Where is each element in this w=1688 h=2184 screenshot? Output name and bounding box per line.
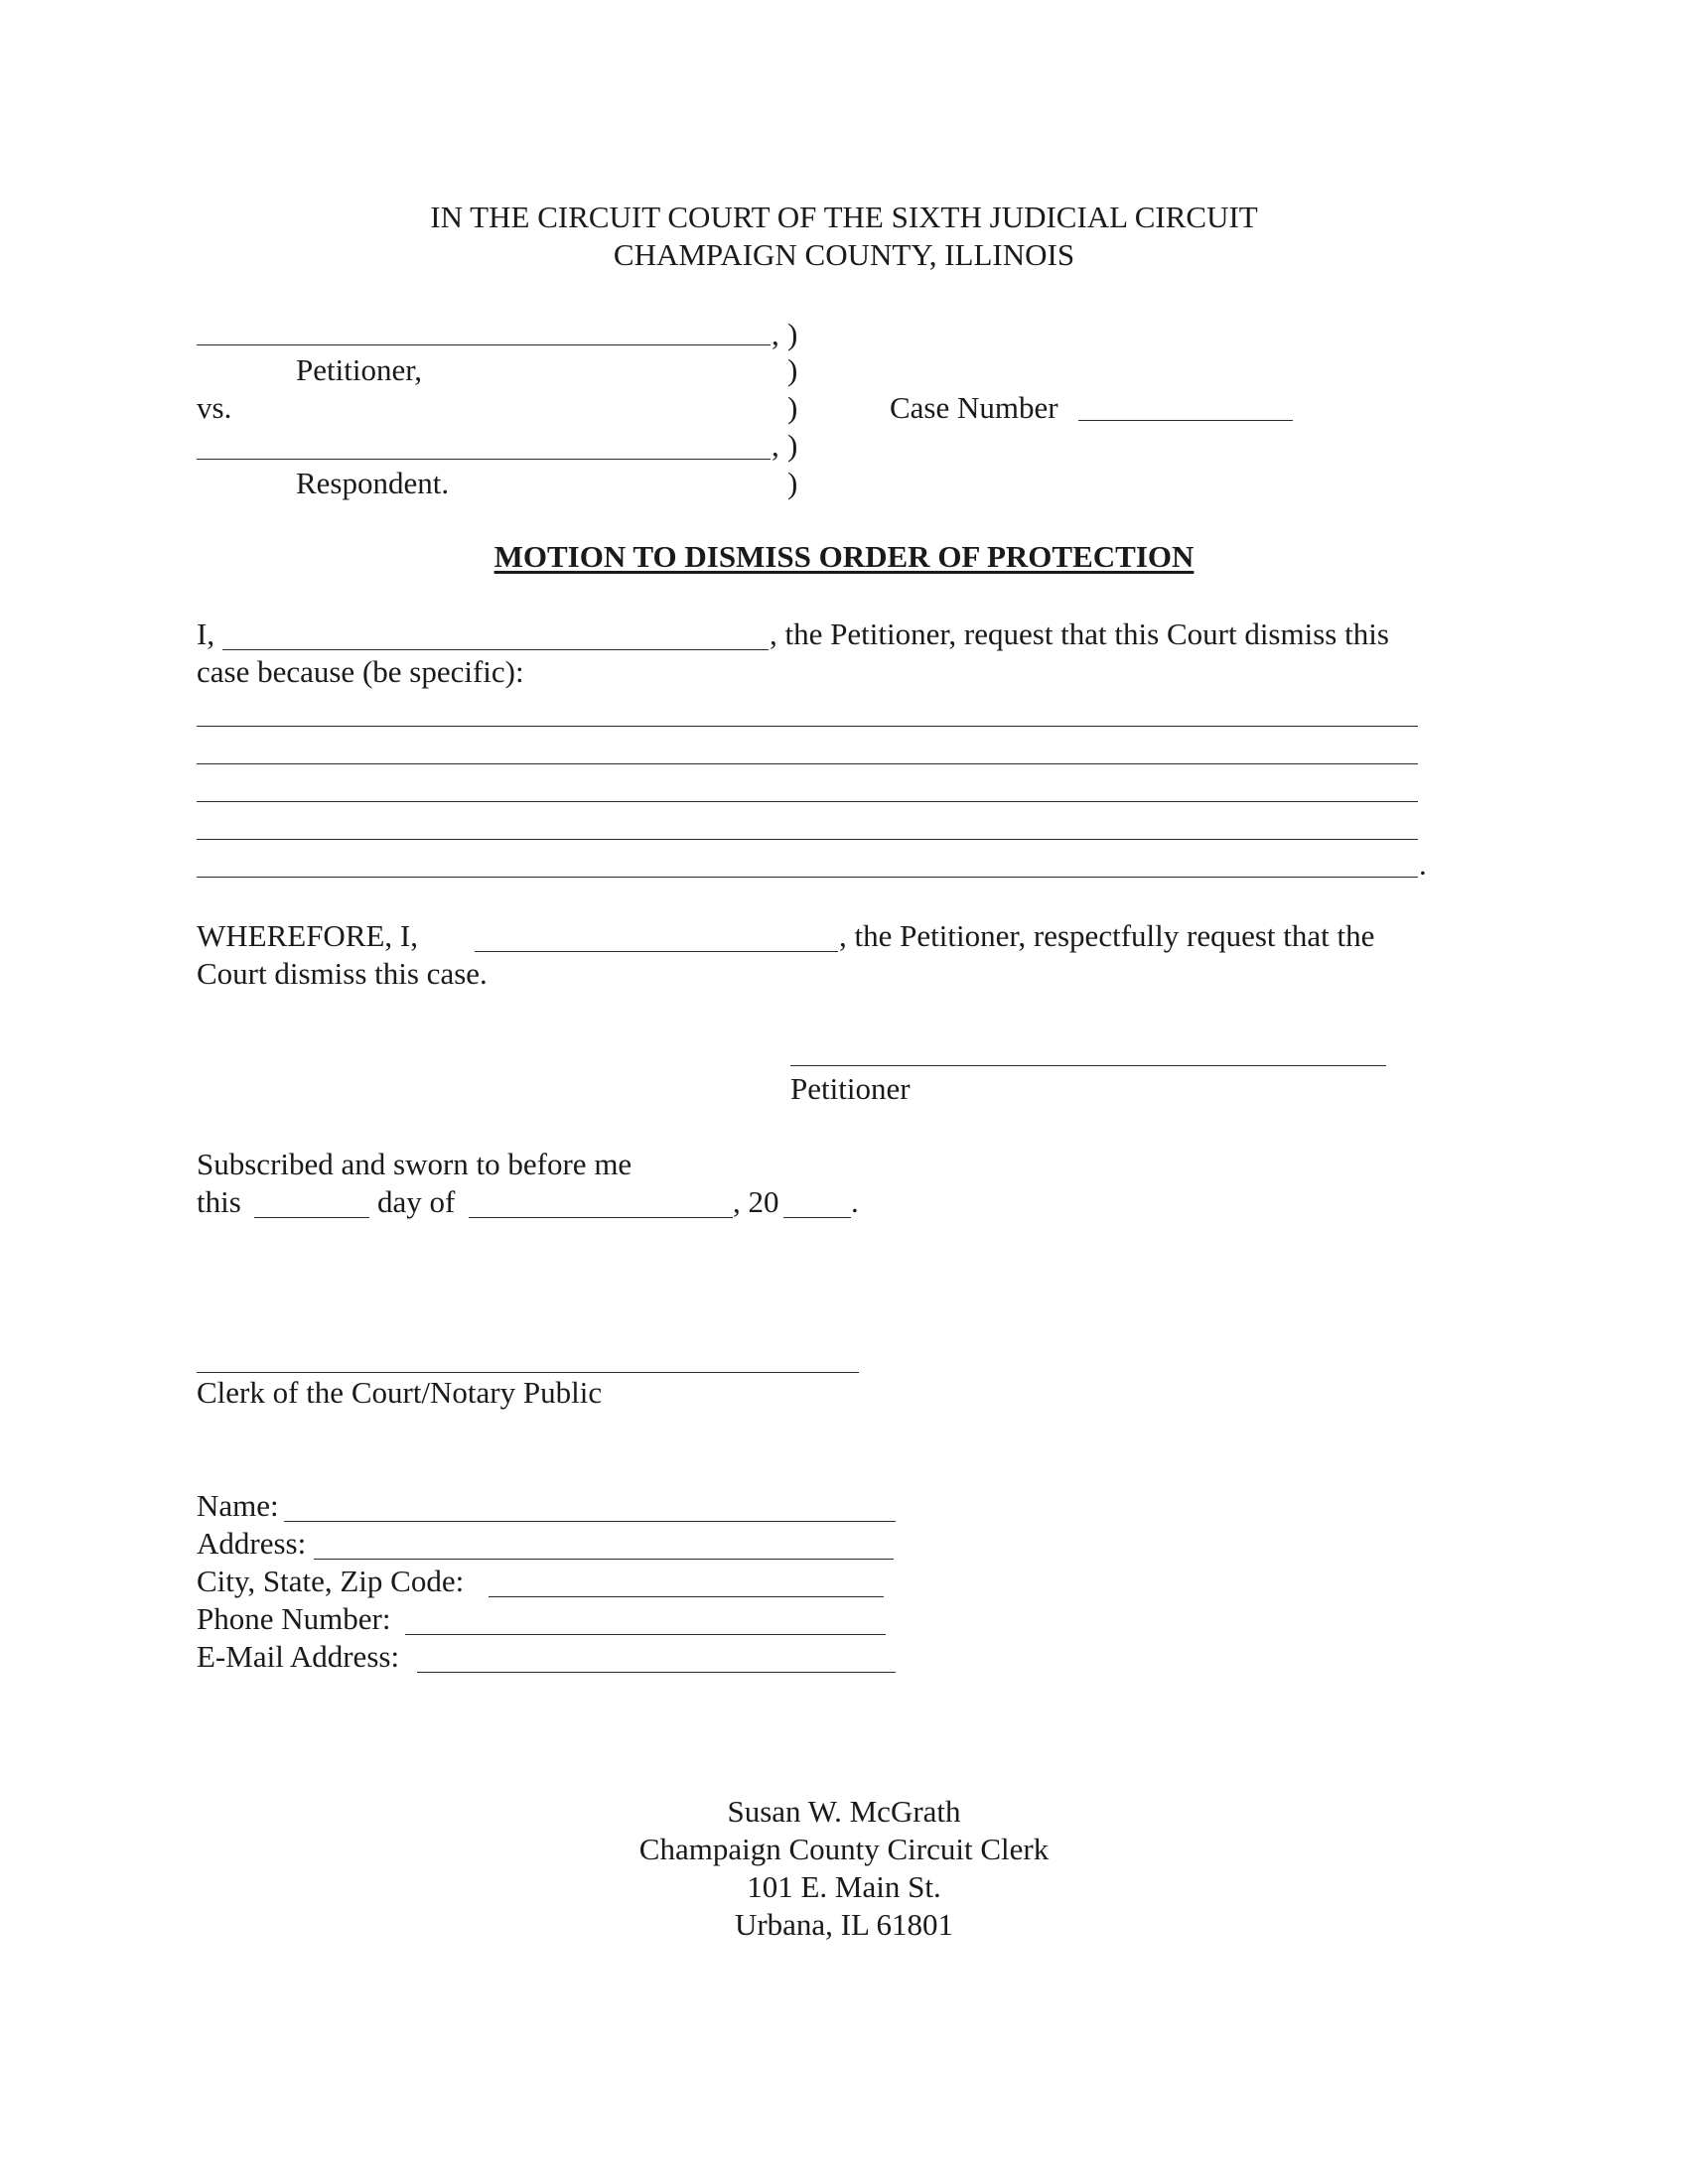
address-label: Address:	[197, 1526, 307, 1561]
intro-prefix: I,	[197, 616, 215, 651]
case-number-label: Case Number	[890, 390, 1058, 425]
subscribed-text: Subscribed and sworn to before me	[197, 1147, 633, 1181]
petitioner-signature-line[interactable]	[790, 1065, 1386, 1066]
caption-comma: ,	[772, 428, 779, 463]
vs-label: vs.	[197, 390, 232, 425]
date-period: .	[851, 1184, 859, 1219]
email-line[interactable]	[417, 1672, 896, 1673]
petitioner-name-line[interactable]	[197, 344, 771, 345]
name-line[interactable]	[284, 1521, 896, 1522]
intro-suffix: , the Petitioner, request that this Court dismiss this	[770, 616, 1389, 651]
wherefore-suffix: , the Petitioner, respectfully request that the	[839, 918, 1375, 953]
reason-line[interactable]	[197, 801, 1418, 802]
clerk-signature-line[interactable]	[197, 1372, 859, 1373]
case-number-line[interactable]	[1078, 420, 1293, 421]
comma-20-text: , 20	[733, 1184, 779, 1219]
caption-paren: )	[787, 428, 798, 463]
phone-label: Phone Number:	[197, 1601, 391, 1636]
clerk-label: Clerk of the Court/Notary Public	[197, 1375, 603, 1410]
year-line[interactable]	[783, 1217, 851, 1218]
reason-line[interactable]	[197, 839, 1418, 840]
month-line[interactable]	[469, 1217, 733, 1218]
email-label: E-Mail Address:	[197, 1639, 400, 1674]
clerk-name: Susan W. McGrath	[727, 1794, 961, 1829]
city-state-zip-line[interactable]	[489, 1596, 884, 1597]
wherefore-name-line[interactable]	[475, 951, 838, 952]
petitioner-label: Petitioner,	[296, 352, 423, 387]
caption-paren: )	[787, 466, 798, 500]
phone-line[interactable]	[405, 1634, 886, 1635]
petitioner-intro-name-line[interactable]	[222, 649, 769, 650]
petitioner-signature-label: Petitioner	[790, 1071, 911, 1106]
name-label: Name:	[197, 1488, 279, 1523]
caption-paren: )	[787, 317, 798, 351]
clerk-title: Champaign County Circuit Clerk	[638, 1832, 1050, 1866]
court-heading: IN THE CIRCUIT COURT OF THE SIXTH JUDICIAL CIRCUIT	[430, 200, 1258, 234]
this-text: this	[197, 1184, 241, 1219]
clerk-city: Urbana, IL 61801	[734, 1907, 954, 1942]
respondent-label: Respondent.	[296, 466, 450, 500]
city-state-zip-label: City, State, Zip Code:	[197, 1564, 465, 1598]
caption-comma: ,	[772, 317, 779, 351]
reason-line[interactable]	[197, 763, 1418, 764]
respondent-name-line[interactable]	[197, 459, 771, 460]
wherefore-line2: Court dismiss this case.	[197, 956, 488, 991]
county-heading: CHAMPAIGN COUNTY, ILLINOIS	[613, 237, 1075, 272]
wherefore-prefix: WHEREFORE, I,	[197, 918, 419, 953]
reason-line[interactable]	[197, 726, 1418, 727]
intro-line2: case because (be specific):	[197, 654, 524, 689]
reason-line[interactable]	[197, 877, 1418, 878]
motion-title: MOTION TO DISMISS ORDER OF PROTECTION	[493, 539, 1195, 574]
reason-end-period: .	[1419, 847, 1427, 882]
caption-paren: )	[787, 390, 798, 425]
caption-paren: )	[787, 352, 798, 387]
address-line[interactable]	[314, 1559, 894, 1560]
day-line[interactable]	[254, 1217, 369, 1218]
clerk-street: 101 E. Main St.	[747, 1869, 941, 1904]
day-of-text: day of	[377, 1184, 456, 1219]
